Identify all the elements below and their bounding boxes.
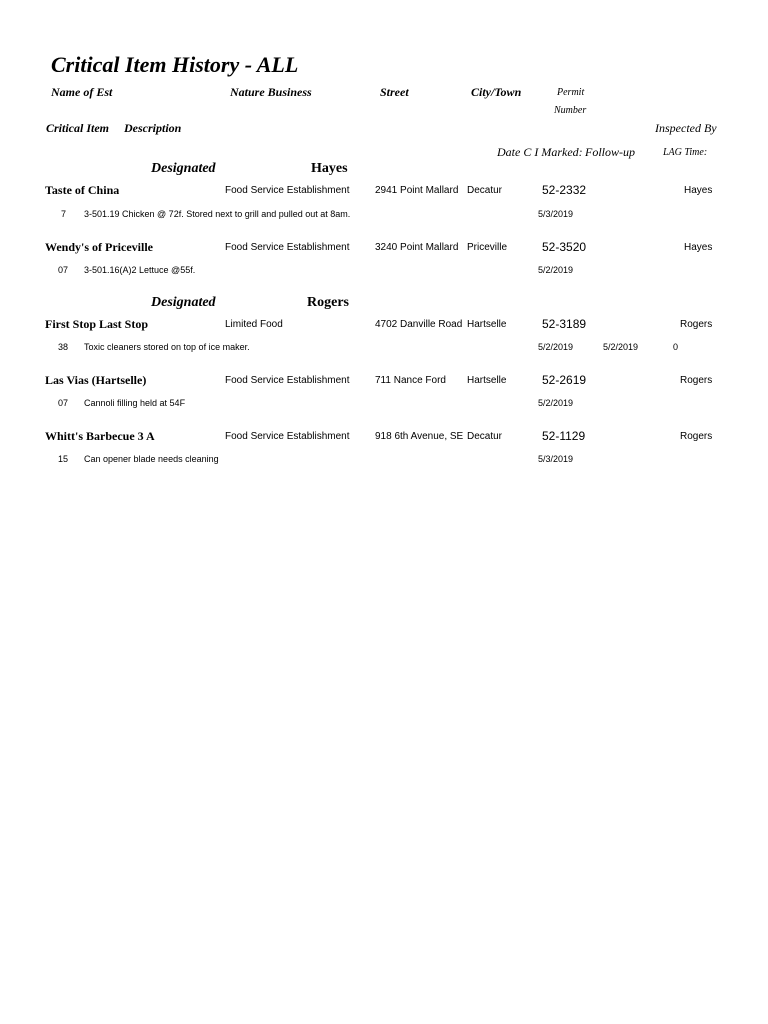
establishment-name: Las Vias (Hartselle): [45, 373, 147, 387]
establishment-city: Hartselle: [467, 319, 507, 330]
item-code: 7: [61, 209, 67, 219]
establishment-nature: Food Service Establishment: [225, 375, 350, 386]
establishment-street: 2941 Point Mallard: [375, 185, 459, 196]
establishment-city: Priceville: [467, 242, 508, 253]
item-code: 15: [58, 454, 69, 464]
establishment-name: Wendy's of Priceville: [45, 240, 153, 254]
establishment-inspector: Rogers: [680, 375, 713, 386]
header-city-town: City/Town: [471, 85, 522, 99]
header-description: Description: [124, 121, 182, 135]
item-code: 07: [58, 265, 69, 275]
group-inspector: Hayes: [311, 161, 348, 176]
establishment-city: Decatur: [467, 185, 503, 196]
group-inspector: Rogers: [307, 295, 349, 310]
establishment-permit: 52-1129: [542, 429, 586, 443]
establishment-inspector: Hayes: [684, 242, 713, 253]
header-date-marked: Date C I Marked:: [497, 145, 583, 159]
establishment-name: Taste of China: [45, 183, 120, 197]
group-label: Designated: [151, 161, 216, 176]
header-lag-time: LAG Time:: [663, 147, 708, 158]
header-follow-up: Follow-up: [585, 145, 635, 159]
item-follow-up: 5/2/2019: [603, 342, 639, 352]
item-description: 3-501.19 Chicken @ 72f. Stored next to grill and pulled out at 8am.: [84, 209, 351, 219]
establishment-city: Decatur: [467, 431, 503, 442]
establishment-street: 3240 Point Mallard: [375, 242, 459, 253]
establishment-permit: 52-2332: [542, 183, 587, 197]
item-description: Toxic cleaners stored on top of ice maker.: [84, 342, 250, 352]
establishment-inspector: Rogers: [680, 319, 713, 330]
item-date-marked: 5/2/2019: [538, 342, 574, 352]
header-inspected-by: Inspected By: [655, 121, 717, 135]
establishment-nature: Food Service Establishment: [225, 431, 350, 442]
group-label: Designated: [151, 295, 216, 310]
establishment-nature: Food Service Establishment: [225, 242, 350, 253]
item-code: 07: [58, 398, 69, 408]
report-title: Critical Item History - ALL: [51, 52, 299, 77]
item-description: Can opener blade needs cleaning: [84, 454, 219, 464]
establishment-street: 4702 Danville Road: [375, 319, 463, 330]
establishment-inspector: Hayes: [684, 185, 713, 196]
header-name-of-est: Name of Est: [51, 85, 113, 99]
header-permit-number: Number: [554, 105, 587, 116]
item-description: Cannoli filling held at 54F: [84, 398, 186, 408]
header-critical-item: Critical Item: [46, 121, 109, 135]
establishment-permit: 52-3520: [542, 240, 587, 254]
item-code: 38: [58, 342, 69, 352]
item-date-marked: 5/3/2019: [538, 209, 574, 219]
item-date-marked: 5/2/2019: [538, 265, 574, 275]
establishment-city: Hartselle: [467, 375, 507, 386]
establishment-permit: 52-2619: [542, 373, 587, 387]
item-date-marked: 5/3/2019: [538, 454, 574, 464]
establishment-nature: Food Service Establishment: [225, 185, 350, 196]
establishment-street: 918 6th Avenue, SE: [375, 431, 464, 442]
establishment-nature: Limited Food: [225, 319, 283, 330]
item-date-marked: 5/2/2019: [538, 398, 574, 408]
header-nature-business: Nature Business: [230, 85, 312, 99]
item-lag-time: 0: [673, 342, 679, 352]
establishment-name: First Stop Last Stop: [45, 317, 149, 331]
header-street: Street: [380, 85, 409, 99]
establishment-inspector: Rogers: [680, 431, 713, 442]
establishment-street: 711 Nance Ford: [375, 375, 446, 386]
establishment-name: Whitt's Barbecue 3 A: [45, 429, 155, 443]
item-description: 3-501.16(A)2 Lettuce @55f.: [84, 265, 196, 275]
establishment-permit: 52-3189: [542, 317, 587, 331]
header-permit: Permit: [557, 87, 585, 98]
